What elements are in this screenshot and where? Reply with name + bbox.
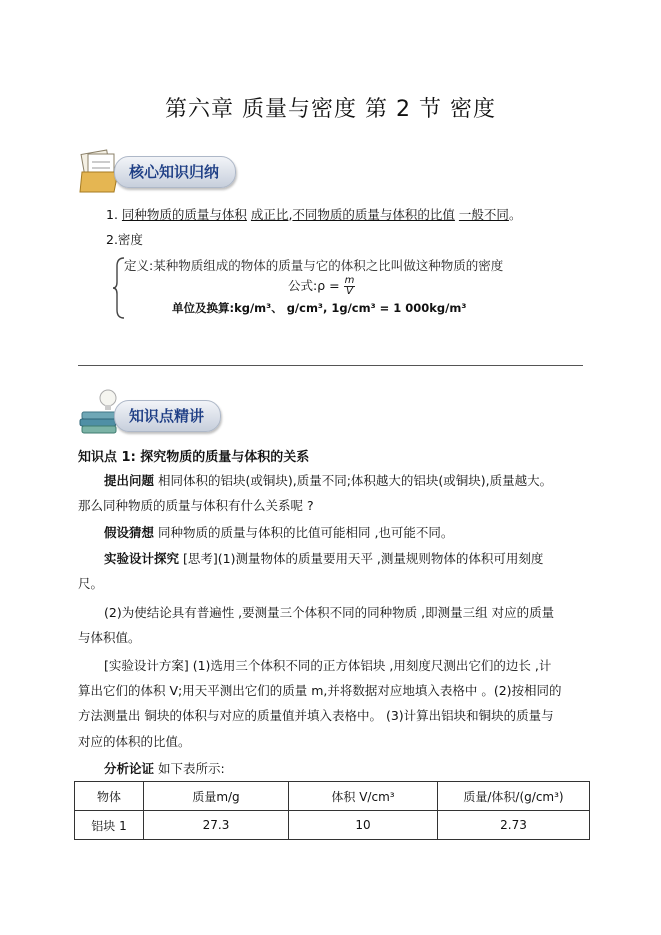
density-formula [288, 276, 355, 297]
table-cell: 27.3 [144, 811, 289, 840]
plan-line-1: [实验设计方案] (1)选用三个体积不同的正方体铝块 ,用刻度尺测出它们的边长 ,计 [104, 658, 552, 673]
formula-fraction [344, 276, 356, 297]
paragraph-2-line-1: (2)为使结论具有普遍性 ,要测量三个体积不同的同种物质 ,即测量三组 对应的质量 [104, 605, 555, 620]
formula-label: 公式:ρ = [288, 278, 340, 293]
paragraph-2-line-2: 与体积值。 [78, 630, 141, 645]
question-label: 提出问题 [104, 473, 155, 488]
table-row [75, 811, 590, 840]
knowledge-points-banner [78, 392, 278, 438]
plan-line-4: 对应的体积的比值。 [78, 734, 191, 749]
item1-period: 。 [508, 207, 522, 222]
density-units: 单位及换算:kg/m³、 g/cm³, 1g/cm³ = 1 000kg/m³ [172, 301, 467, 315]
table-header-cell: 体积 V/cm³ [289, 782, 438, 811]
item-number: 1. [106, 207, 118, 222]
section-title: 知识点 1: 探究物质的质量与体积的关系 [78, 450, 310, 465]
question-paragraph [104, 471, 552, 491]
plan-line-2: 算出它们的体积 V;用天平测出它们的质量 m,并将数据对应地填入表格中 。(2)按相同的 [78, 683, 562, 698]
experiment-paragraph [104, 549, 543, 569]
analysis-paragraph [104, 759, 225, 779]
hypothesis-paragraph [104, 523, 453, 543]
table-cell: 2.73 [438, 811, 590, 840]
item1-answer-1: 成正比 [250, 207, 289, 222]
analysis-label: 分析论证 [104, 761, 155, 776]
table-header-row [75, 782, 590, 811]
table-header-cell: 物体 [75, 782, 144, 811]
plan-line-3: 方法测量出 铜块的体积与对应的质量值并填入表格中。 (3)计算出铝块和铜块的质量与 [78, 708, 554, 723]
table-cell: 10 [289, 811, 438, 840]
item1-part-a: 同种物质的质量与体积 [121, 207, 247, 222]
analysis-text: 如下表所示: [154, 761, 225, 776]
formula-numerator: m [344, 275, 355, 286]
core-item-1 [106, 205, 521, 225]
data-table [74, 781, 590, 840]
hypothesis-label: 假设猜想 [104, 525, 155, 540]
table-header-cell: 质量/体积/(g/cm³) [438, 782, 590, 811]
section-divider [78, 365, 583, 366]
core-knowledge-banner [78, 148, 278, 194]
table-cell: 铝块 1 [75, 811, 144, 840]
core-item-2: 2.密度 [106, 232, 143, 247]
question-text: 相同体积的铝块(或铜块),质量不同;体积越大的铝块(或铜块),质量越大。 [154, 473, 553, 488]
experiment-label: 实验设计探究 [104, 551, 180, 566]
item1-comma: , [288, 207, 293, 222]
density-definition: 定义:某种物质组成的物体的质量与它的体积之比叫做这种物质的密度 [124, 258, 504, 273]
question-text-2: 那么同种物质的质量与体积有什么关系呢 ? [78, 498, 314, 513]
core-knowledge-label: 核心知识归纳 [114, 156, 236, 188]
experiment-text-2: 尺。 [78, 576, 104, 591]
hypothesis-text: 同种物质的质量与体积的比值可能相同 ,也可能不同。 [154, 525, 454, 540]
item1-part-d: 不同物质的质量与体积的比值 [292, 207, 455, 222]
item1-answer-2: 一般不同 [458, 207, 509, 222]
knowledge-points-label: 知识点精讲 [114, 400, 221, 432]
page-title: 第六章 质量与密度 第 2 节 密度 [165, 97, 496, 122]
experiment-text: [思考](1)测量物体的质量要用天平 ,测量规则物体的体积可用刻度 [179, 551, 544, 566]
table-header-cell: 质量m/g [144, 782, 289, 811]
formula-denominator: V [346, 286, 353, 297]
